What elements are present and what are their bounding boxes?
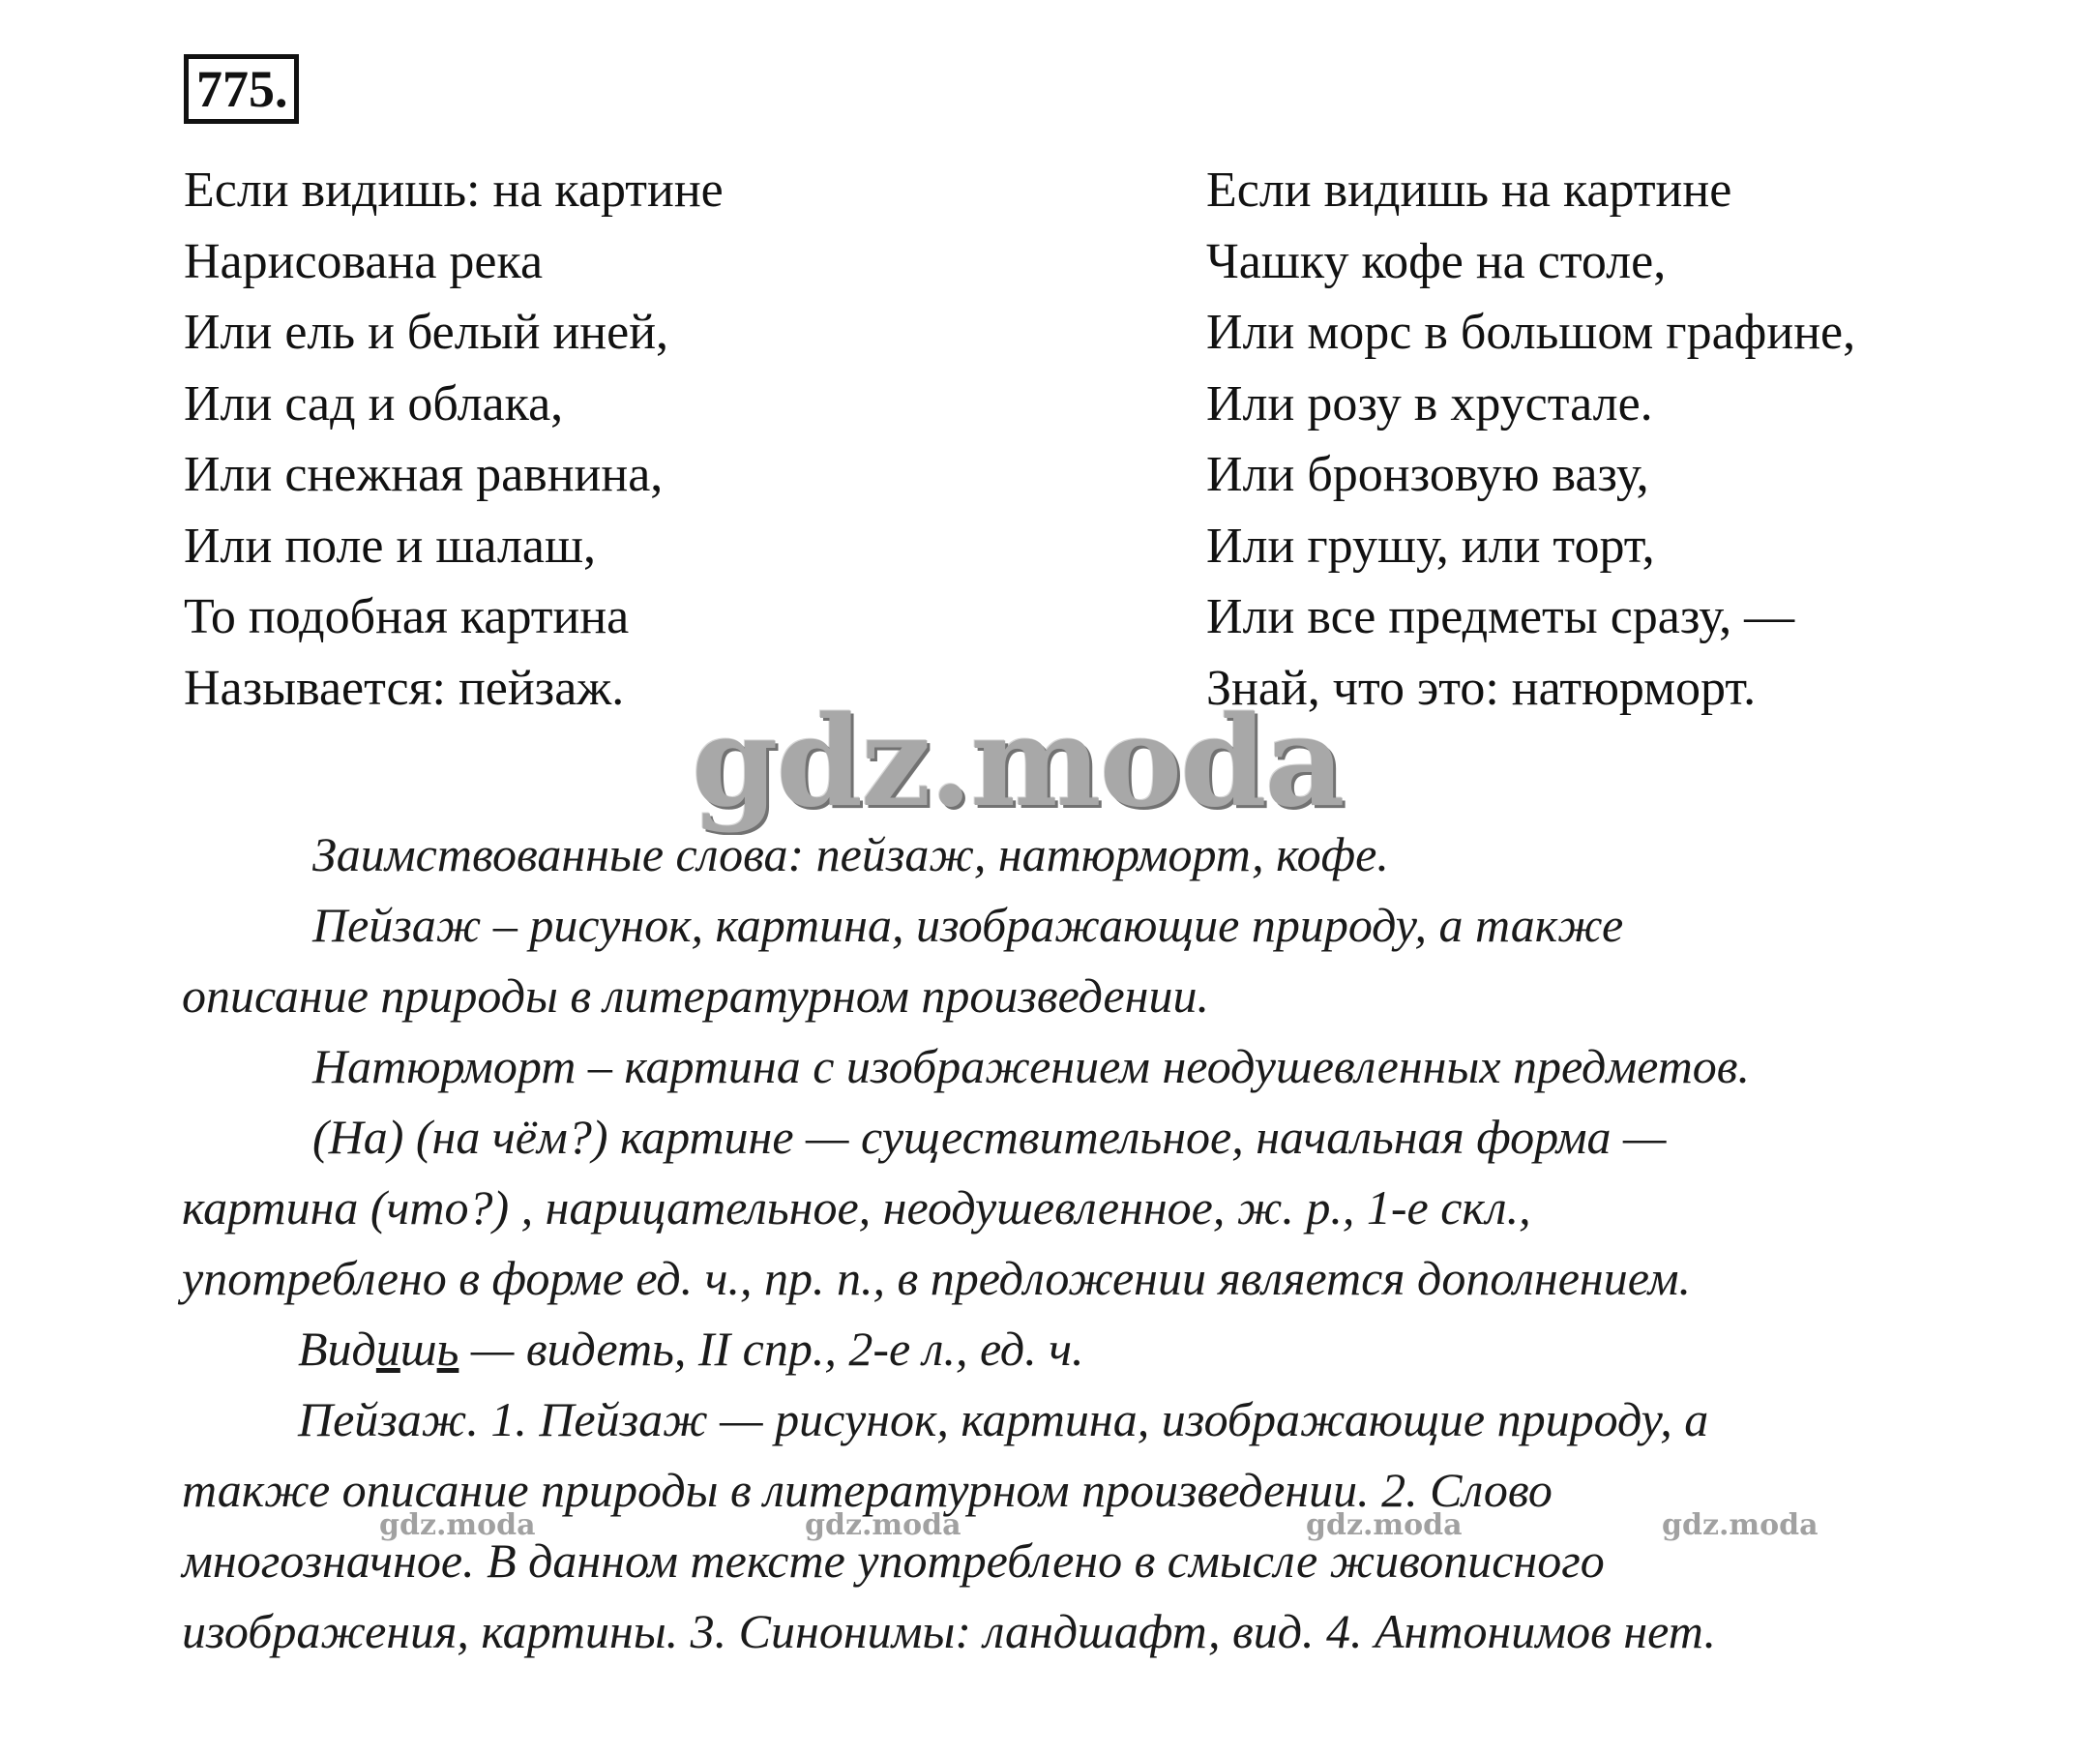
poem-line: Знай, что это: натюрморт. bbox=[1206, 660, 1757, 716]
verb-text: Вид bbox=[298, 1322, 376, 1376]
watermark-small: gdz.moda bbox=[1662, 1508, 1819, 1542]
poem-line: Или поле и шалаш, bbox=[184, 518, 596, 574]
dictionary-entry-line: также описание природы в литературном произведении. 2. Слово bbox=[182, 1463, 1553, 1517]
parse-line: употреблено в форме ед. ч., пр. п., в предложении является дополнением. bbox=[182, 1251, 1692, 1305]
watermark-small: gdz.moda bbox=[1306, 1508, 1463, 1542]
poem-line: Или морс в большом графине, bbox=[1206, 305, 1856, 360]
poem-line: Или грушу, или торт, bbox=[1206, 518, 1655, 574]
poem-still-life bbox=[1206, 155, 1855, 724]
borrowed-words-line: Заимствованные слова: пейзаж, натюрморт, кофе. bbox=[312, 827, 1389, 881]
verb-text: — видеть, II спр., 2-е л., ед. ч. bbox=[458, 1322, 1084, 1376]
definition-line: Натюрморт – картина с изображением неодушевленных предметов. bbox=[312, 1039, 1751, 1093]
verb-underlined-letter: и bbox=[375, 1322, 400, 1376]
definition-line: Пейзаж – рисунок, картина, изображающие природу, а также bbox=[312, 898, 1624, 952]
poem-line: Или бронзовую вазу, bbox=[1206, 447, 1649, 502]
dictionary-entry-line: Пейзаж. 1. Пейзаж — рисунок, картина, изображающие природу, а bbox=[298, 1392, 1709, 1446]
poem-line: Называется: пейзаж. bbox=[184, 660, 625, 716]
watermark-small: gdz.moda bbox=[379, 1508, 536, 1542]
parse-line: картина (что?) , нарицательное, неодушевленное, ж. р., 1-е скл., bbox=[182, 1180, 1531, 1234]
poem-landscape bbox=[184, 155, 724, 724]
parse-line: (На) (на чём?) картине — существительное, начальная форма — bbox=[312, 1110, 1667, 1164]
poem-line: Если видишь: на картине bbox=[184, 163, 724, 218]
poem-line: Нарисована река bbox=[184, 233, 544, 289]
poem-line: Чашку кофе на столе, bbox=[1206, 233, 1667, 289]
poem-line: Или розу в хрустале. bbox=[1206, 375, 1653, 431]
verb-underlined-letter: ь bbox=[436, 1322, 459, 1376]
poem-line: Или все предметы сразу, — bbox=[1206, 589, 1795, 644]
definition-line: описание природы в литературном произведении. bbox=[182, 968, 1209, 1023]
verb-parse-line bbox=[182, 1314, 2020, 1384]
poem-line: Или ель и белый иней, bbox=[184, 305, 669, 360]
dictionary-entry-line: многозначное. В данном тексте употреблено в смысле живописного bbox=[182, 1533, 1605, 1588]
poem-line: Если видишь на картине bbox=[1206, 163, 1732, 218]
poem-line: Или сад и облака, bbox=[184, 375, 564, 431]
poem-line: Или снежная равнина, bbox=[184, 447, 664, 502]
dictionary-entry-line: изображения, картины. 3. Синонимы: ландшафт, вид. 4. Антонимов нет. bbox=[182, 1604, 1716, 1658]
task-number-box: 775. bbox=[184, 54, 299, 124]
verb-text: ш bbox=[399, 1322, 437, 1376]
watermark-logo: gdz.moda bbox=[692, 690, 1344, 835]
poem-line: То подобная картина bbox=[184, 589, 630, 644]
watermark-small: gdz.moda bbox=[805, 1508, 961, 1542]
